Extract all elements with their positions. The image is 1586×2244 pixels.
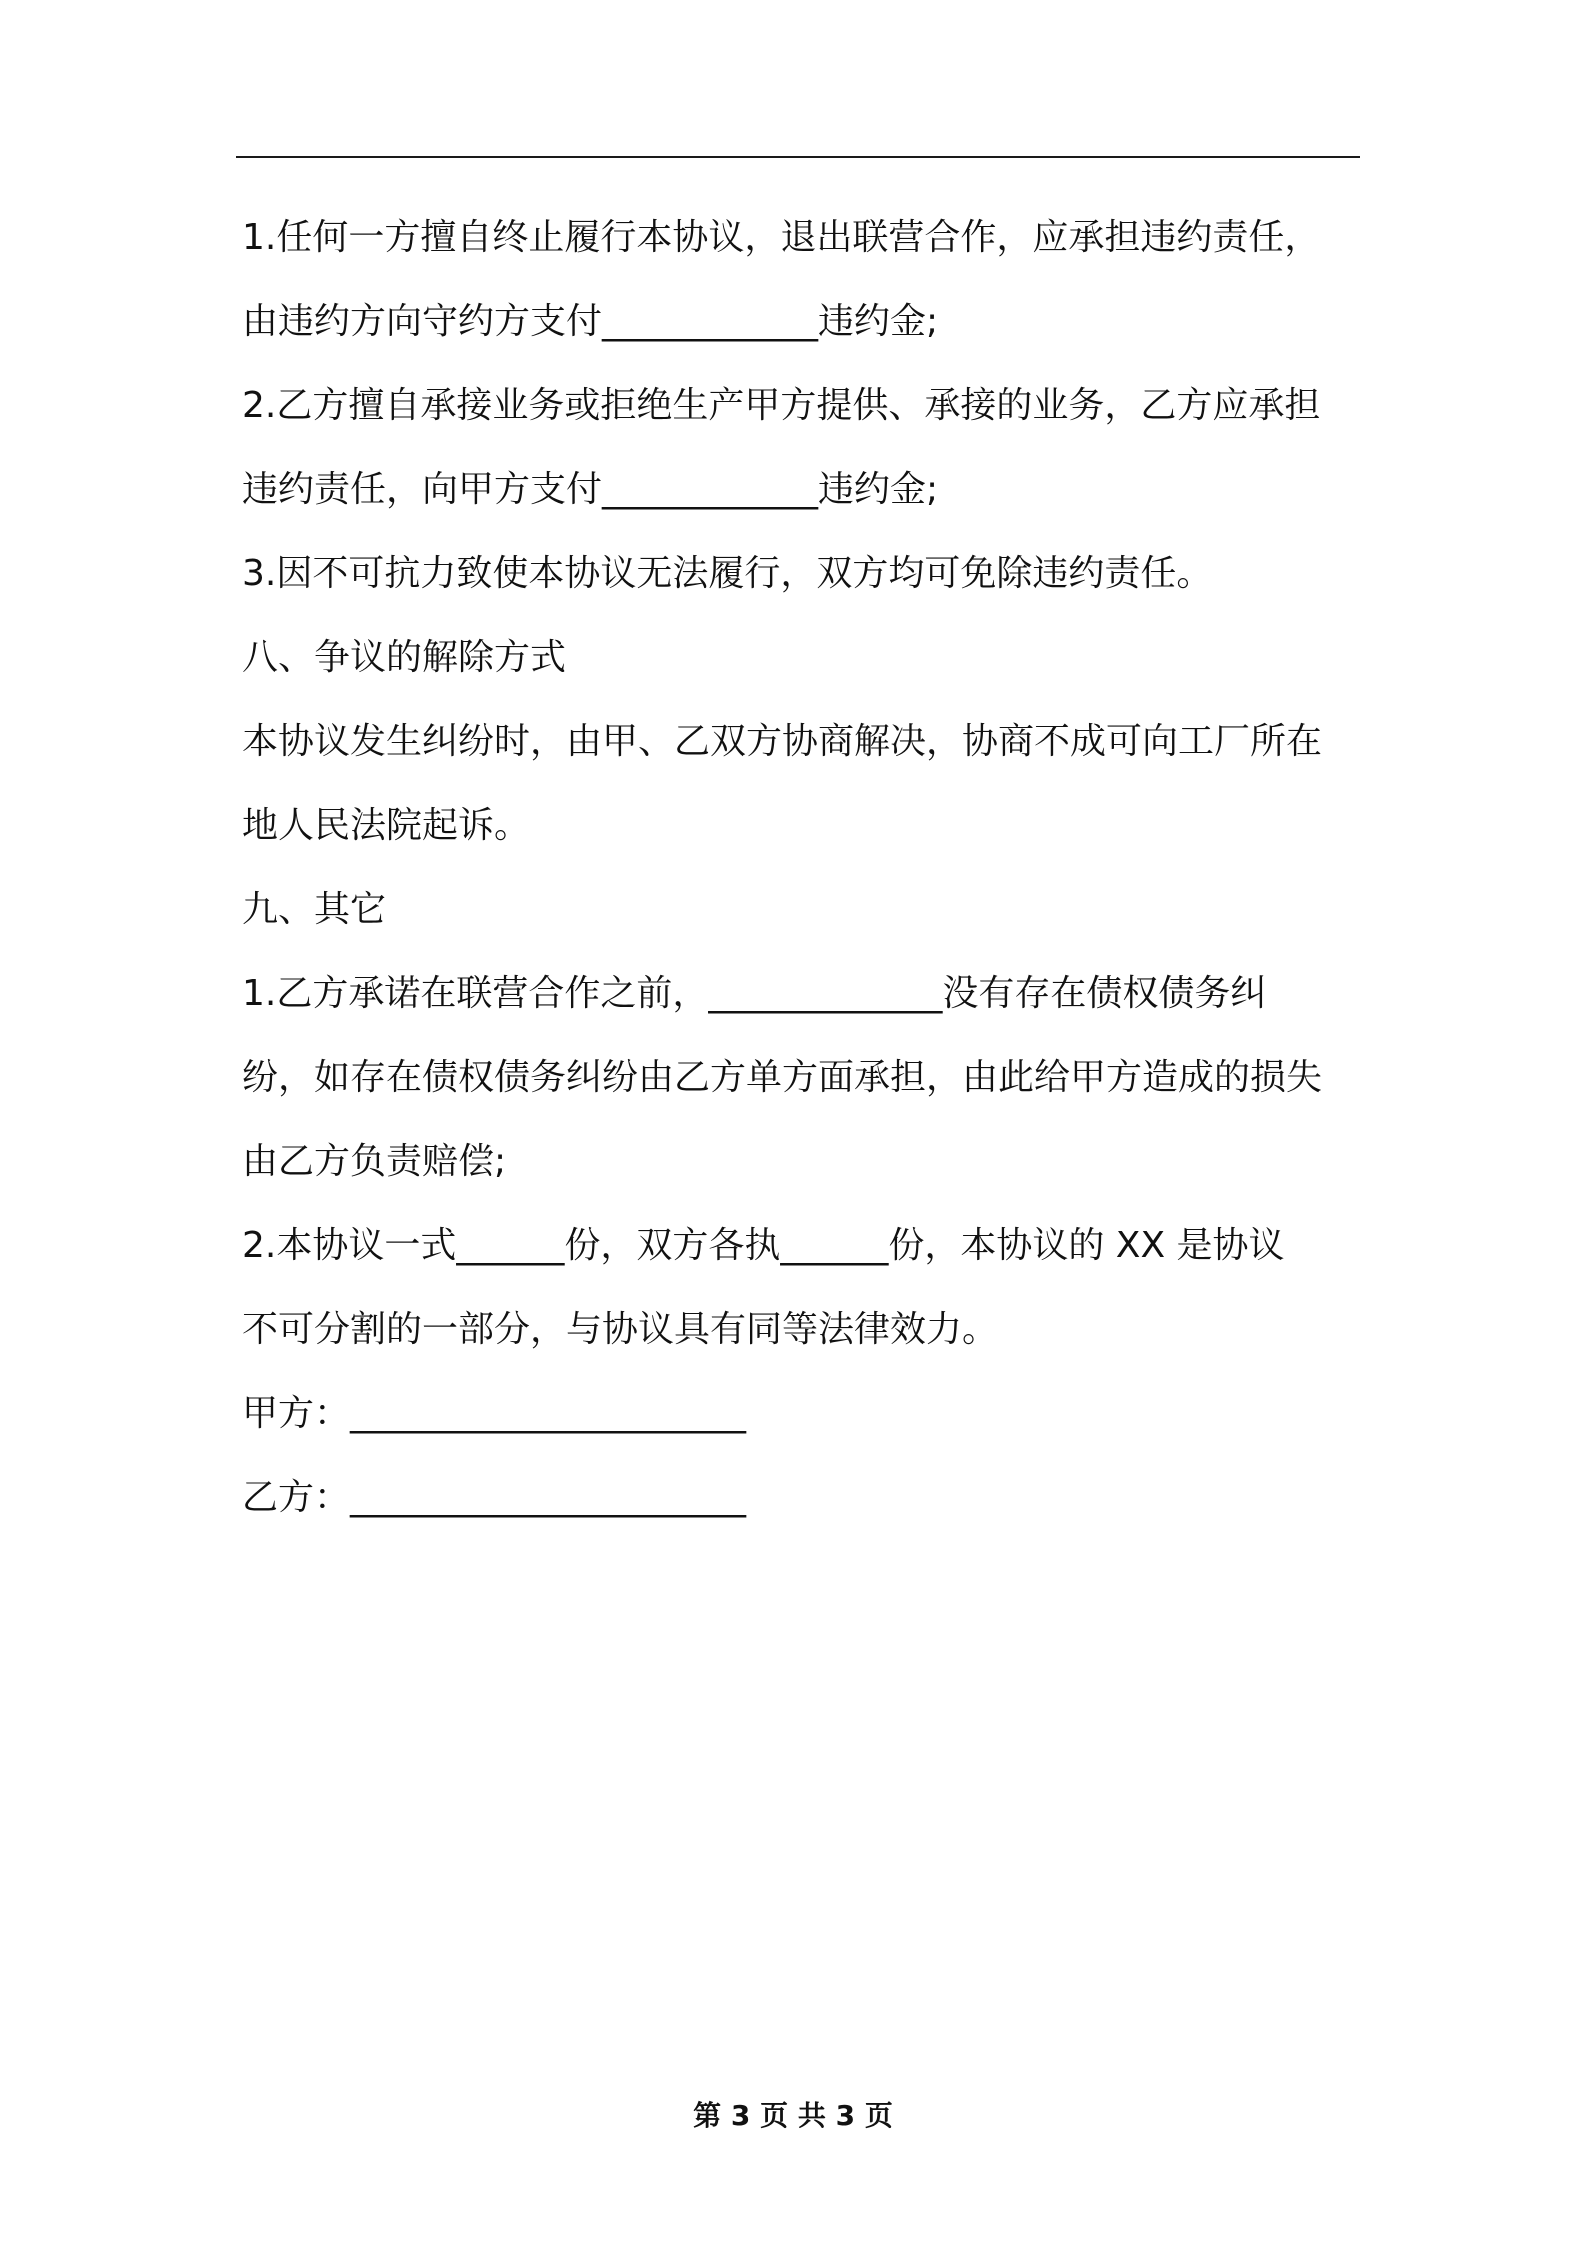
section-8-line-1: 本协议发生纠纷时，由甲、乙双方协商解决，协商不成可向工厂所在 xyxy=(242,721,1323,762)
clause-9-2-line-1: 2.本协议一式______份，双方各执______份，本协议的 XX 是协议 xyxy=(242,1225,1285,1266)
clause-7-2-line-2: 违约责任，向甲方支付____________违约金; xyxy=(242,469,939,510)
clause-7-3: 3.因不可抗力致使本协议无法履行，双方均可免除违约责任。 xyxy=(242,553,1213,594)
clause-7-1-line-1: 1.任何一方擅自终止履行本协议，退出联营合作，应承担违约责任， xyxy=(242,217,1321,258)
page-number-footer: 第 3 页 共 3 页 xyxy=(693,2099,893,2132)
clause-9-1-line-3: 由乙方负责赔偿; xyxy=(242,1141,507,1182)
header-rule xyxy=(236,156,1360,158)
section-9-heading: 九、其它 xyxy=(242,889,387,930)
document-body xyxy=(242,196,1362,1540)
section-8-heading: 八、争议的解除方式 xyxy=(242,637,567,678)
party-b-signature-line: 乙方：______________________ xyxy=(242,1477,747,1518)
clause-7-2-line-1: 2.乙方擅自承接业务或拒绝生产甲方提供、承接的业务，乙方应承担 xyxy=(242,385,1321,426)
party-a-signature-line: 甲方：______________________ xyxy=(242,1393,747,1434)
clause-7-1-line-2: 由违约方向守约方支付____________违约金; xyxy=(242,301,939,342)
clause-9-1-line-1: 1.乙方承诺在联营合作之前，_____________没有存在债权债务纠 xyxy=(242,973,1267,1014)
clause-9-2-line-2: 不可分割的一部分，与协议具有同等法律效力。 xyxy=(242,1309,999,1350)
section-8-line-2: 地人民法院起诉。 xyxy=(242,805,531,846)
clause-9-1-line-2: 纷，如存在债权债务纠纷由乙方单方面承担，由此给甲方造成的损失 xyxy=(242,1057,1323,1098)
